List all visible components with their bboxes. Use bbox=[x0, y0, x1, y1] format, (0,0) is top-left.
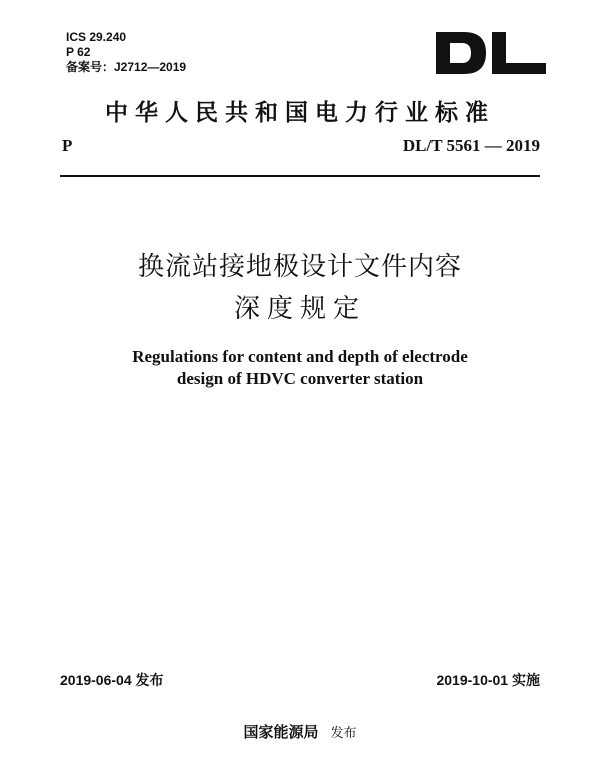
header-divider bbox=[60, 175, 540, 177]
ccs-code: P 62 bbox=[66, 45, 91, 59]
chinese-title bbox=[40, 246, 560, 330]
classification-row bbox=[62, 136, 540, 158]
implementation-date: 2019-10-01 实施 bbox=[436, 672, 540, 688]
publisher-action: 发布 bbox=[330, 726, 357, 741]
issuing-authority-heading: 中华人民共和国电力行业标准 bbox=[105, 99, 495, 126]
chinese-title-line-2: 深度规定 bbox=[233, 294, 366, 324]
catalog-info bbox=[66, 30, 186, 75]
english-title-line-2: design of HDVC converter station bbox=[176, 369, 424, 388]
chinese-title-line-1: 换流站接地极设计文件内容 bbox=[137, 252, 462, 282]
publisher-line bbox=[0, 721, 600, 742]
issue-date: 2019-06-04 发布 bbox=[60, 672, 164, 688]
record-number: 备案号：J2712—2019 bbox=[66, 60, 187, 74]
classification-letter: P bbox=[62, 136, 73, 155]
english-title bbox=[40, 346, 560, 390]
english-title-line-1: Regulations for content and depth of electrode bbox=[132, 347, 468, 366]
dl-logo bbox=[434, 31, 548, 75]
publisher-name: 国家能源局 bbox=[243, 723, 319, 741]
standard-number: DL/T 5561 — 2019 bbox=[402, 136, 540, 155]
date-row bbox=[60, 670, 540, 692]
ics-code: ICS 29.240 bbox=[66, 30, 127, 44]
